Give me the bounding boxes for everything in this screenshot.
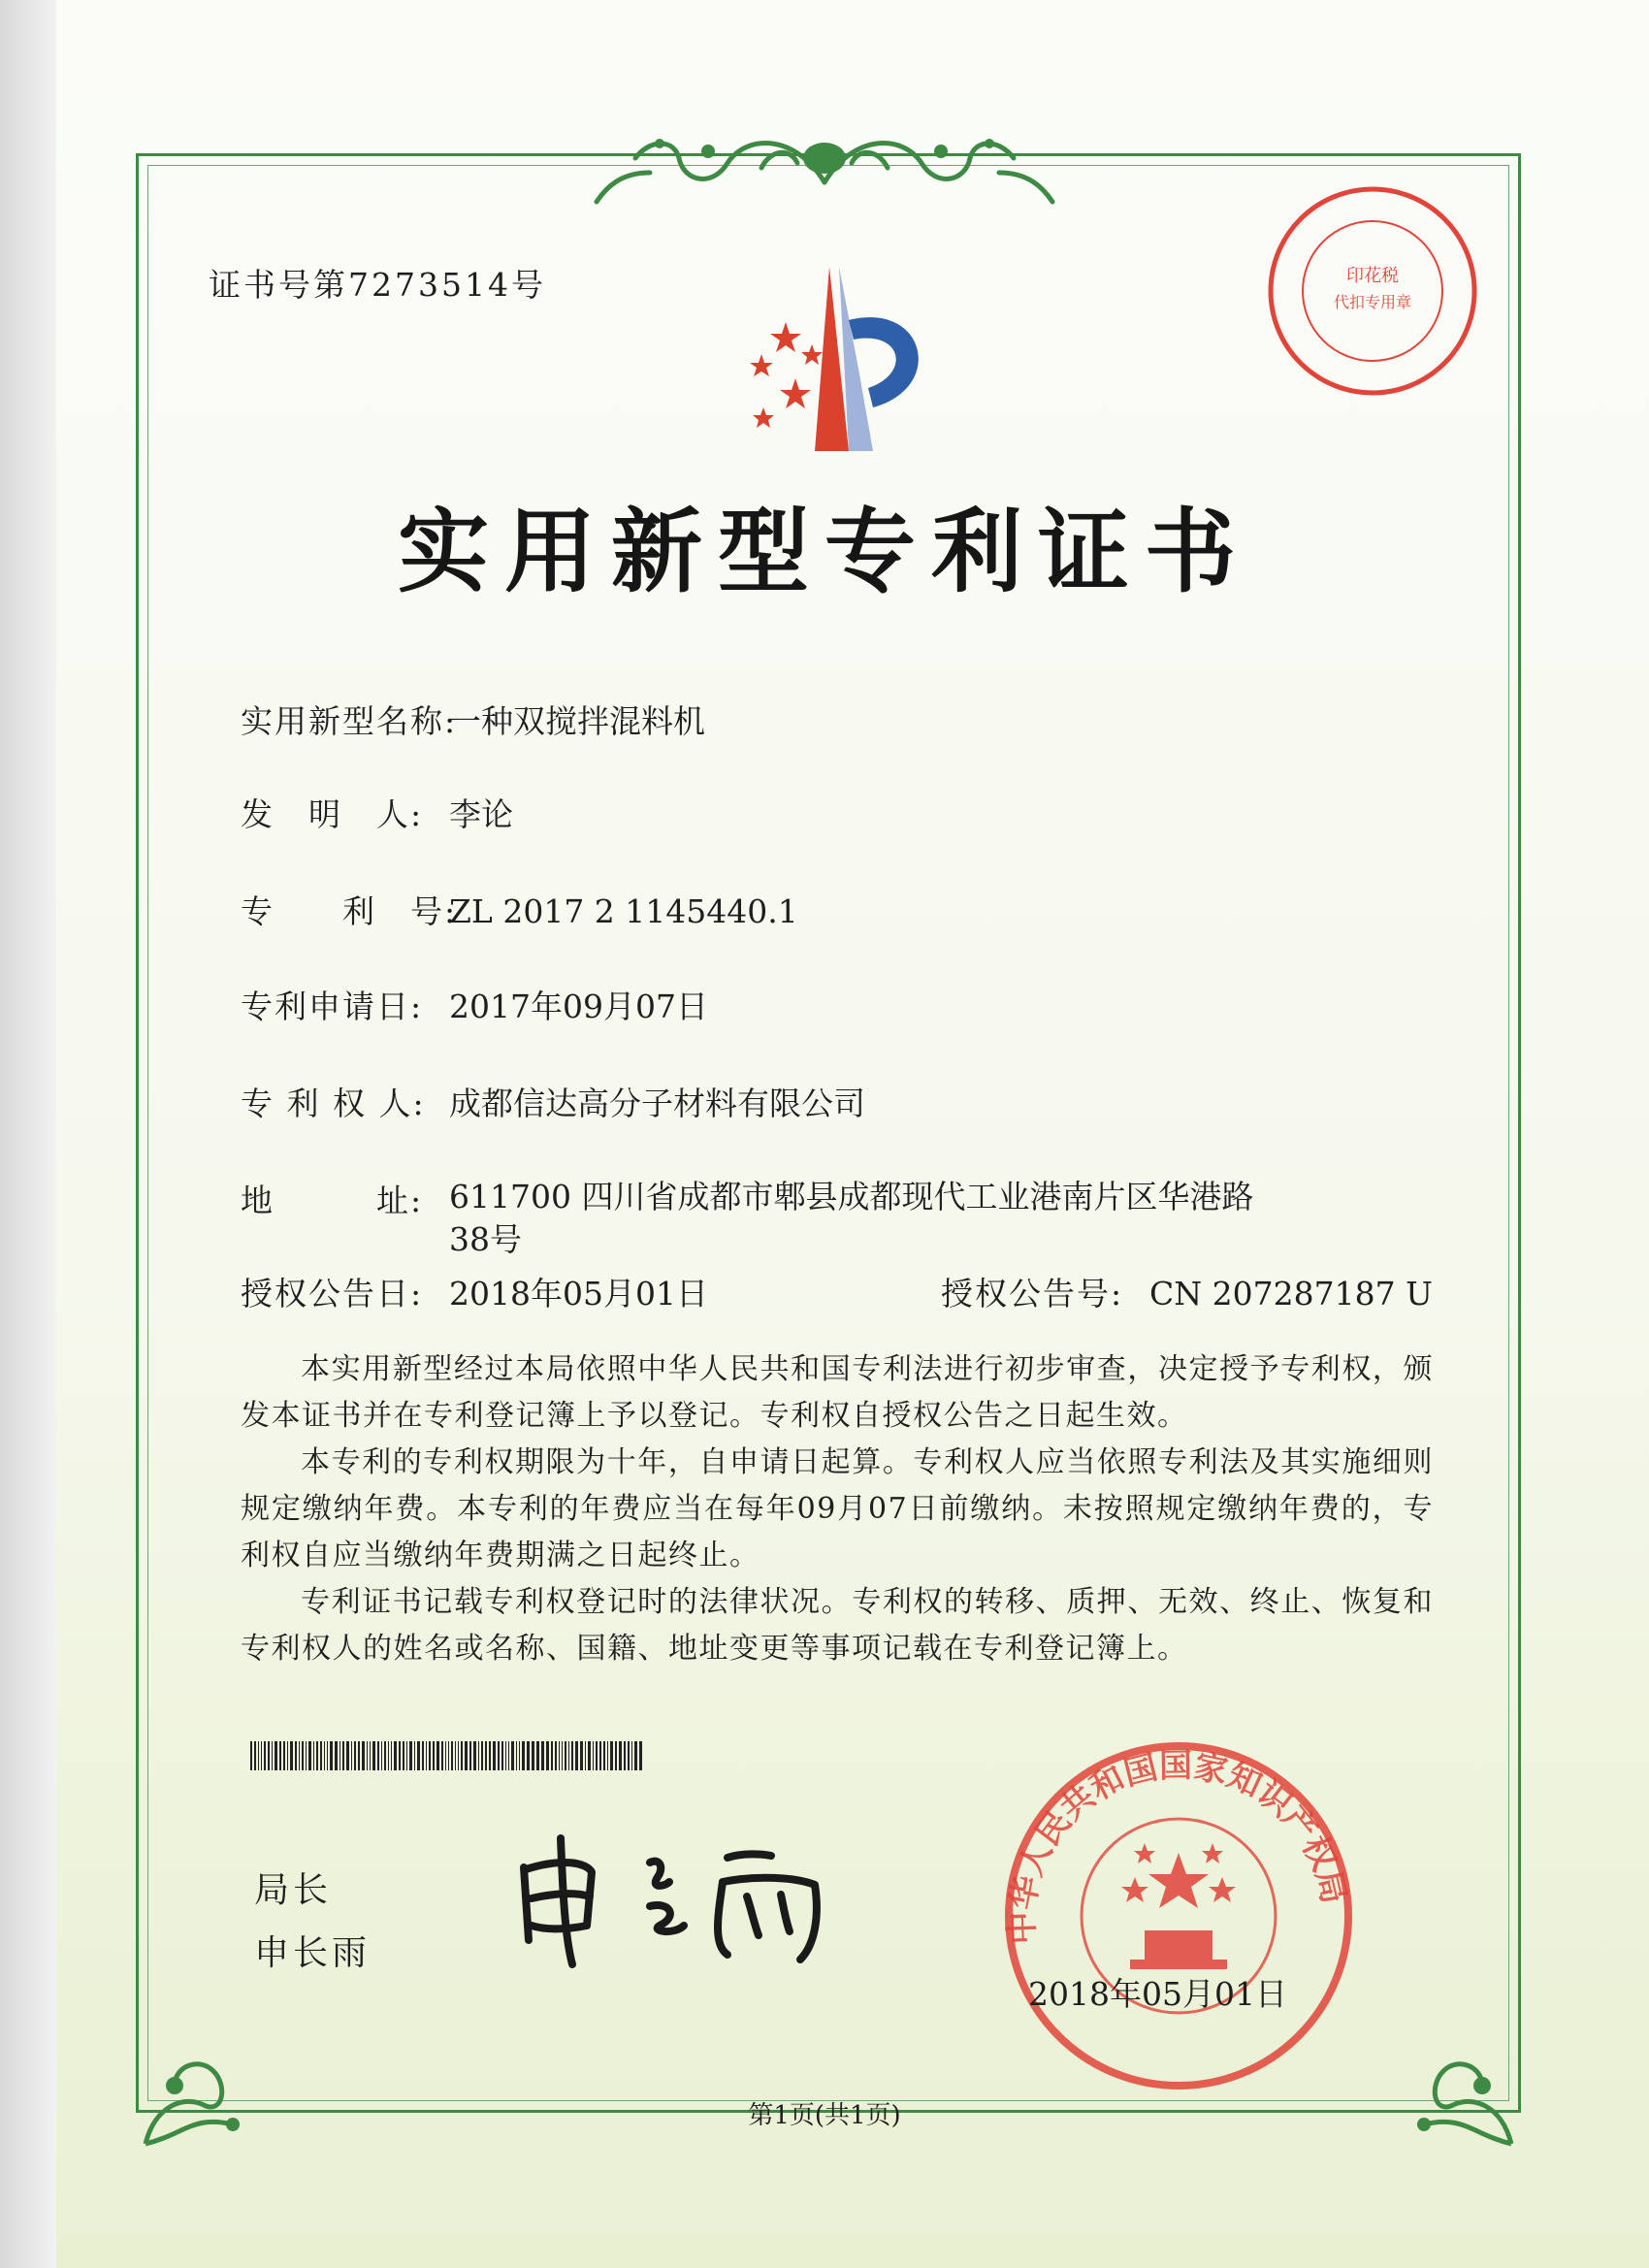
field-application-date bbox=[241, 982, 708, 1027]
director-title: 局长 bbox=[254, 1870, 333, 1910]
field-announcement-number bbox=[941, 1269, 1433, 1314]
director-name: 申长雨 bbox=[254, 1933, 372, 1973]
svg-text:印花税: 印花税 bbox=[1346, 266, 1399, 286]
field-announcement-date bbox=[241, 1269, 708, 1314]
field-label: 授权公告日: bbox=[241, 1275, 424, 1312]
page-spine-shadow bbox=[0, 0, 56, 2268]
field-label: 专 利 权 人: bbox=[241, 1085, 426, 1122]
certificate-body-text bbox=[241, 1346, 1434, 1672]
field-value: ZL 2017 2 1145440.1 bbox=[449, 892, 798, 930]
svg-text:代扣专用章: 代扣专用章 bbox=[1333, 293, 1412, 311]
barcode bbox=[250, 1741, 648, 1770]
official-seal-icon bbox=[999, 1736, 1358, 2095]
certificate-title: 实用新型专利证书 bbox=[397, 500, 1251, 605]
field-patentee bbox=[241, 1079, 865, 1124]
field-value: CN 207287187 U bbox=[1149, 1275, 1433, 1312]
bottom-left-floral-ornament-icon bbox=[136, 2018, 272, 2154]
field-label: 授权公告号: bbox=[941, 1275, 1124, 1312]
tax-stamp-seal bbox=[1261, 179, 1484, 403]
director-signature bbox=[504, 1829, 854, 1974]
field-patent-number bbox=[241, 887, 798, 932]
field-value: 2017年09月07日 bbox=[449, 988, 708, 1025]
field-value: 成都信达高分子材料有限公司 bbox=[449, 1085, 865, 1122]
seal-date: 2018年05月01日 bbox=[1028, 1975, 1287, 2013]
field-label: 专利申请日: bbox=[241, 988, 424, 1025]
official-seal-text: 中华人民共和国国家知识产权局 bbox=[1002, 1746, 1354, 1946]
field-label: 发 明 人: bbox=[241, 795, 424, 833]
body-paragraph: 专利证书记载专利权登记时的法律状况。专利权的转移、质押、无效、终止、恢复和专利权人的姓名或名称、国籍、地址变更等事项记载在专利登记簿上。 bbox=[241, 1585, 1434, 1666]
field-label: 专 利 号: bbox=[241, 892, 458, 930]
field-value: 2018年05月01日 bbox=[449, 1275, 708, 1312]
page-number: 第1页(共1页) bbox=[748, 2101, 901, 2130]
bottom-right-floral-ornament-icon bbox=[1385, 2018, 1521, 2154]
field-inventor bbox=[241, 790, 513, 835]
field-address-value: 611700 四川省成都市郫县成都现代工业港南片区华港路38号 bbox=[449, 1178, 1254, 1258]
top-floral-ornament-icon bbox=[592, 114, 1057, 211]
field-label: 地 址: bbox=[241, 1182, 424, 1219]
field-model-name bbox=[241, 697, 705, 742]
body-paragraph: 本专利的专利权期限为十年，自申请日起算。专利权人应当依照专利法及其实施细则规定缴纳年费。本专利的年费应当在每年09月07日前缴纳。未按照规定缴纳年费的，专利权自应当缴纳年费期满之日起终止。 bbox=[241, 1445, 1434, 1572]
certificate-number: 证书号第7273514号 bbox=[209, 266, 546, 304]
field-label: 实用新型名称: bbox=[241, 702, 458, 740]
svg-text:中华人民共和国国家知识产权局 bbox=[1003, 1746, 1354, 1945]
field-address-label bbox=[241, 1176, 449, 1221]
field-value: 李论 bbox=[449, 795, 513, 833]
body-paragraph: 本实用新型经过本局依照中华人民共和国专利法进行初步审查，决定授予专利权，颁发本证书并在专利登记簿上予以登记。专利权自授权公告之日起生效。 bbox=[241, 1352, 1434, 1433]
patent-office-logo-icon bbox=[703, 262, 955, 456]
field-value: 一种双搅拌混料机 bbox=[449, 702, 705, 740]
